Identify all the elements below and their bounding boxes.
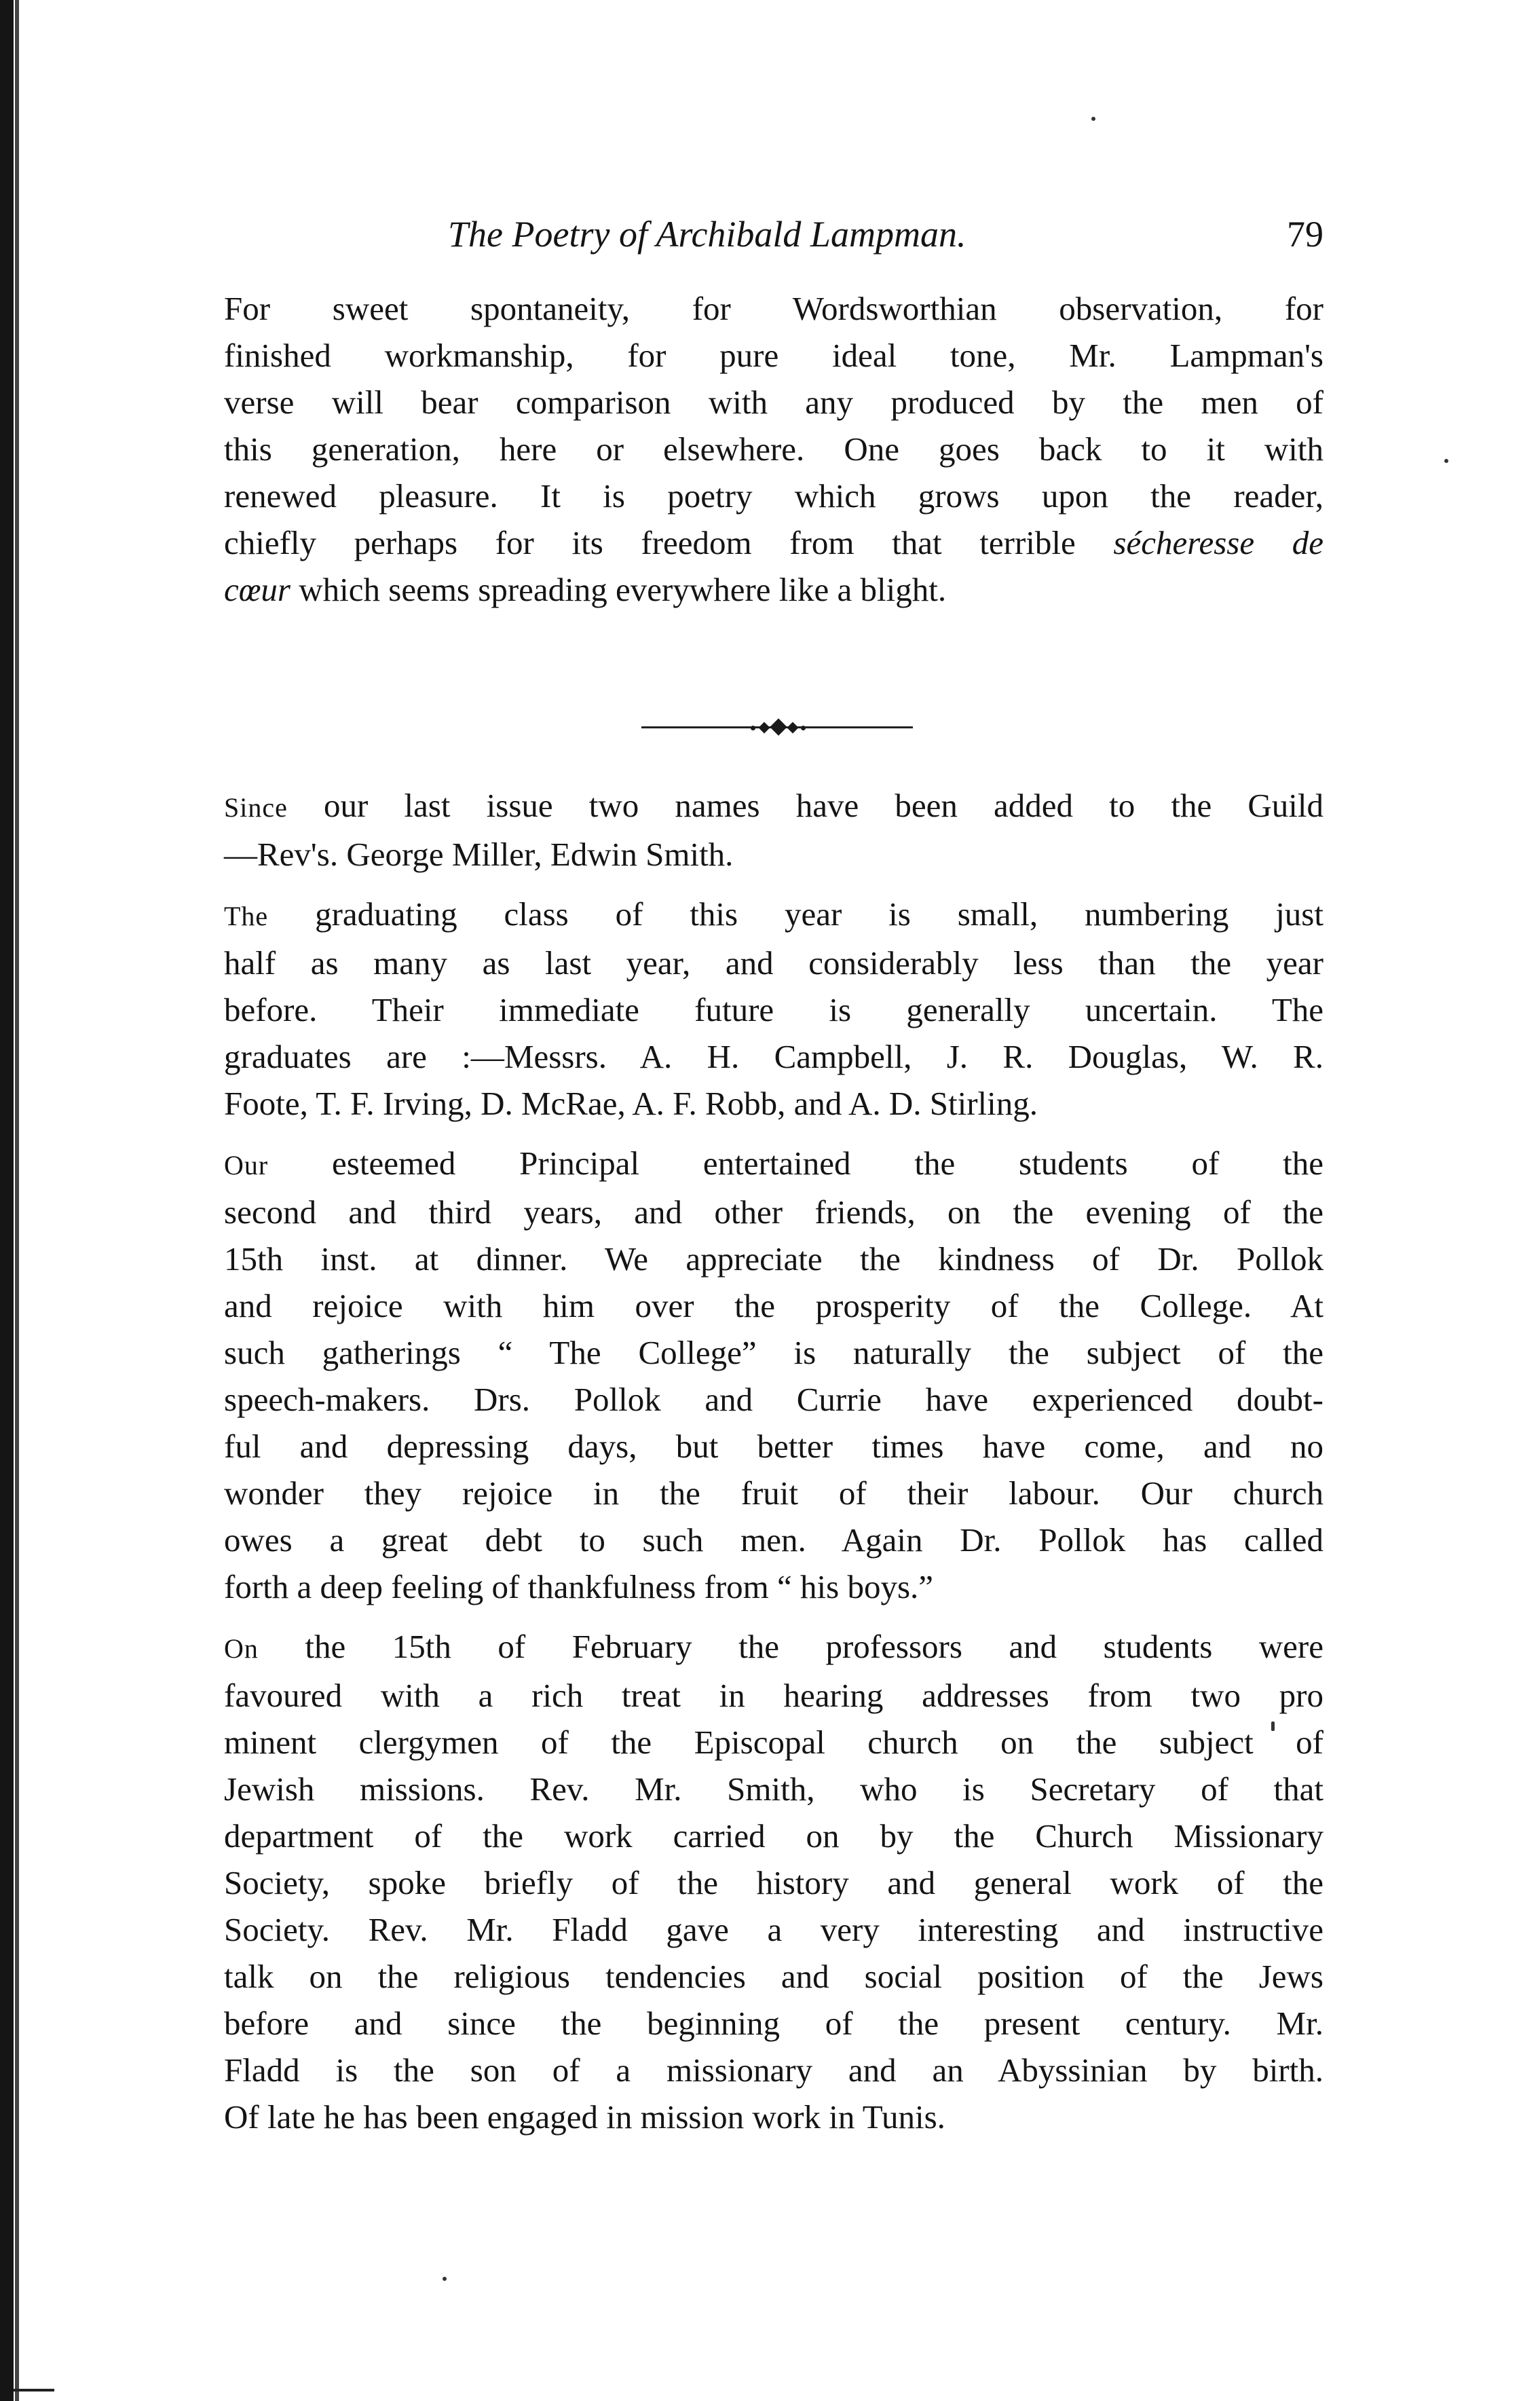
- news-item-guild: [224, 782, 1323, 878]
- text-line: favoured with a rich treat in hearing addresses from two pro: [224, 1677, 1323, 1714]
- news-item-jewish-missions: [224, 1623, 1323, 2140]
- text-line: Jewish missions. Rev. Mr. Smith, who is Secretary of that: [224, 1770, 1323, 1808]
- text-line: wonder they rejoice in the fruit of their labour. Our church: [224, 1474, 1323, 1512]
- text-line: Society, spoke briefly of the history and general work of the: [224, 1864, 1323, 1901]
- text-line: and rejoice with him over the prosperity of the College. At: [224, 1287, 1323, 1324]
- text-line: [224, 782, 1323, 831]
- text-line: department of the work carried on by the Church Missionary: [224, 1817, 1323, 1855]
- text-line: verse will bear comparison with any produced by the men of: [224, 384, 1323, 421]
- news-item-principal-dinner: [224, 1140, 1323, 1610]
- text-line: 15th inst. at dinner. We appreciate the kindness of Dr. Pollok: [224, 1240, 1323, 1278]
- text-line: minent clergymen of the Episcopal church on the subject of: [224, 1724, 1323, 1761]
- text-line: Fladd is the son of a missionary and an Abyssinian by birth.: [224, 2051, 1323, 2089]
- news-item-graduating-class: [224, 891, 1323, 1127]
- lead-word: The: [224, 901, 269, 931]
- text-line: [224, 1140, 1323, 1189]
- text-line: this generation, here or elsewhere. One goes back to it with: [224, 430, 1323, 468]
- italic-phrase: sécheresse de: [1113, 524, 1323, 561]
- scan-page-edge-shadow: [15, 0, 19, 2401]
- text-line: ful and depressing days, but better times have come, and no: [224, 1428, 1323, 1465]
- text-line: graduates are :—Messrs. A. H. Campbell, J. R. Douglas, W. R.: [224, 1038, 1323, 1075]
- text-line: finished workmanship, for pure ideal tone, Mr. Lampman's: [224, 337, 1323, 374]
- text-line: [224, 566, 1323, 613]
- page-body: [224, 285, 1323, 2140]
- scan-speck: [1091, 117, 1095, 121]
- text-line: speech-makers. Drs. Pollok and Currie have experienced doubt-: [224, 1381, 1323, 1418]
- lead-word: On: [224, 1633, 259, 1664]
- text-line: forth a deep feeling of thankfulness from “ his boys.”: [224, 1568, 934, 1605]
- scan-page-edge: [0, 0, 14, 2401]
- page-number: 79: [1287, 214, 1323, 255]
- text-run: graduating class of this year is small, numbering just: [268, 895, 1323, 933]
- text-run: the 15th of February the professors and students were: [258, 1628, 1323, 1665]
- text-line: Foote, T. F. Irving, D. McRae, A. F. Robb, and A. D. Stirling.: [224, 1085, 1038, 1122]
- lead-word: Since: [224, 792, 288, 823]
- text-run: chiefly perhaps for its freedom from that terrible: [224, 524, 1114, 561]
- text-run: which seems spreading everywhere like a blight.: [290, 571, 947, 608]
- separator-ornament: [747, 718, 808, 736]
- text-line: before and since the beginning of the present century. Mr.: [224, 2005, 1323, 2042]
- text-line: owes a great debt to such men. Again Dr. Pollok has called: [224, 1521, 1323, 1559]
- scan-speck: [443, 2277, 447, 2281]
- text-line: For sweet spontaneity, for Wordsworthian observation, for: [224, 290, 1323, 327]
- text-line: —Rev's. George Miller, Edwin Smith.: [224, 836, 734, 873]
- italic-word: cœur: [224, 571, 290, 608]
- text-run: our last issue two names have been added to the Guild: [287, 787, 1323, 824]
- text-line: such gatherings “ The College” is naturally the subject of the: [224, 1334, 1323, 1371]
- text-line: Society. Rev. Mr. Fladd gave a very interesting and instructive: [224, 1911, 1323, 1948]
- text-line: half as many as last year, and considerably less than the year: [224, 944, 1323, 982]
- text-line: second and third years, and other friends, on the evening of the: [224, 1193, 1323, 1231]
- scan-corner-mark: [14, 2389, 54, 2391]
- running-title: The Poetry of Archibald Lampman.: [448, 214, 966, 255]
- page-header: [224, 210, 1323, 258]
- scan-speck: [1444, 459, 1448, 463]
- section-separator: [224, 613, 1323, 782]
- text-line: before. Their immediate future is generally uncertain. The: [224, 991, 1323, 1028]
- text-line: Of late he has been engaged in mission work in Tunis.: [224, 2098, 945, 2136]
- text-line: talk on the religious tendencies and social position of the Jews: [224, 1958, 1323, 1995]
- text-run: esteemed Principal entertained the students of the: [268, 1144, 1323, 1182]
- lead-word: Our: [224, 1150, 269, 1180]
- poetry-paragraph: [224, 285, 1323, 613]
- text-line: [224, 891, 1323, 939]
- text-line: renewed pleasure. It is poetry which grows upon the reader,: [224, 477, 1323, 515]
- text-line: [224, 1623, 1323, 1672]
- text-line: [224, 519, 1323, 566]
